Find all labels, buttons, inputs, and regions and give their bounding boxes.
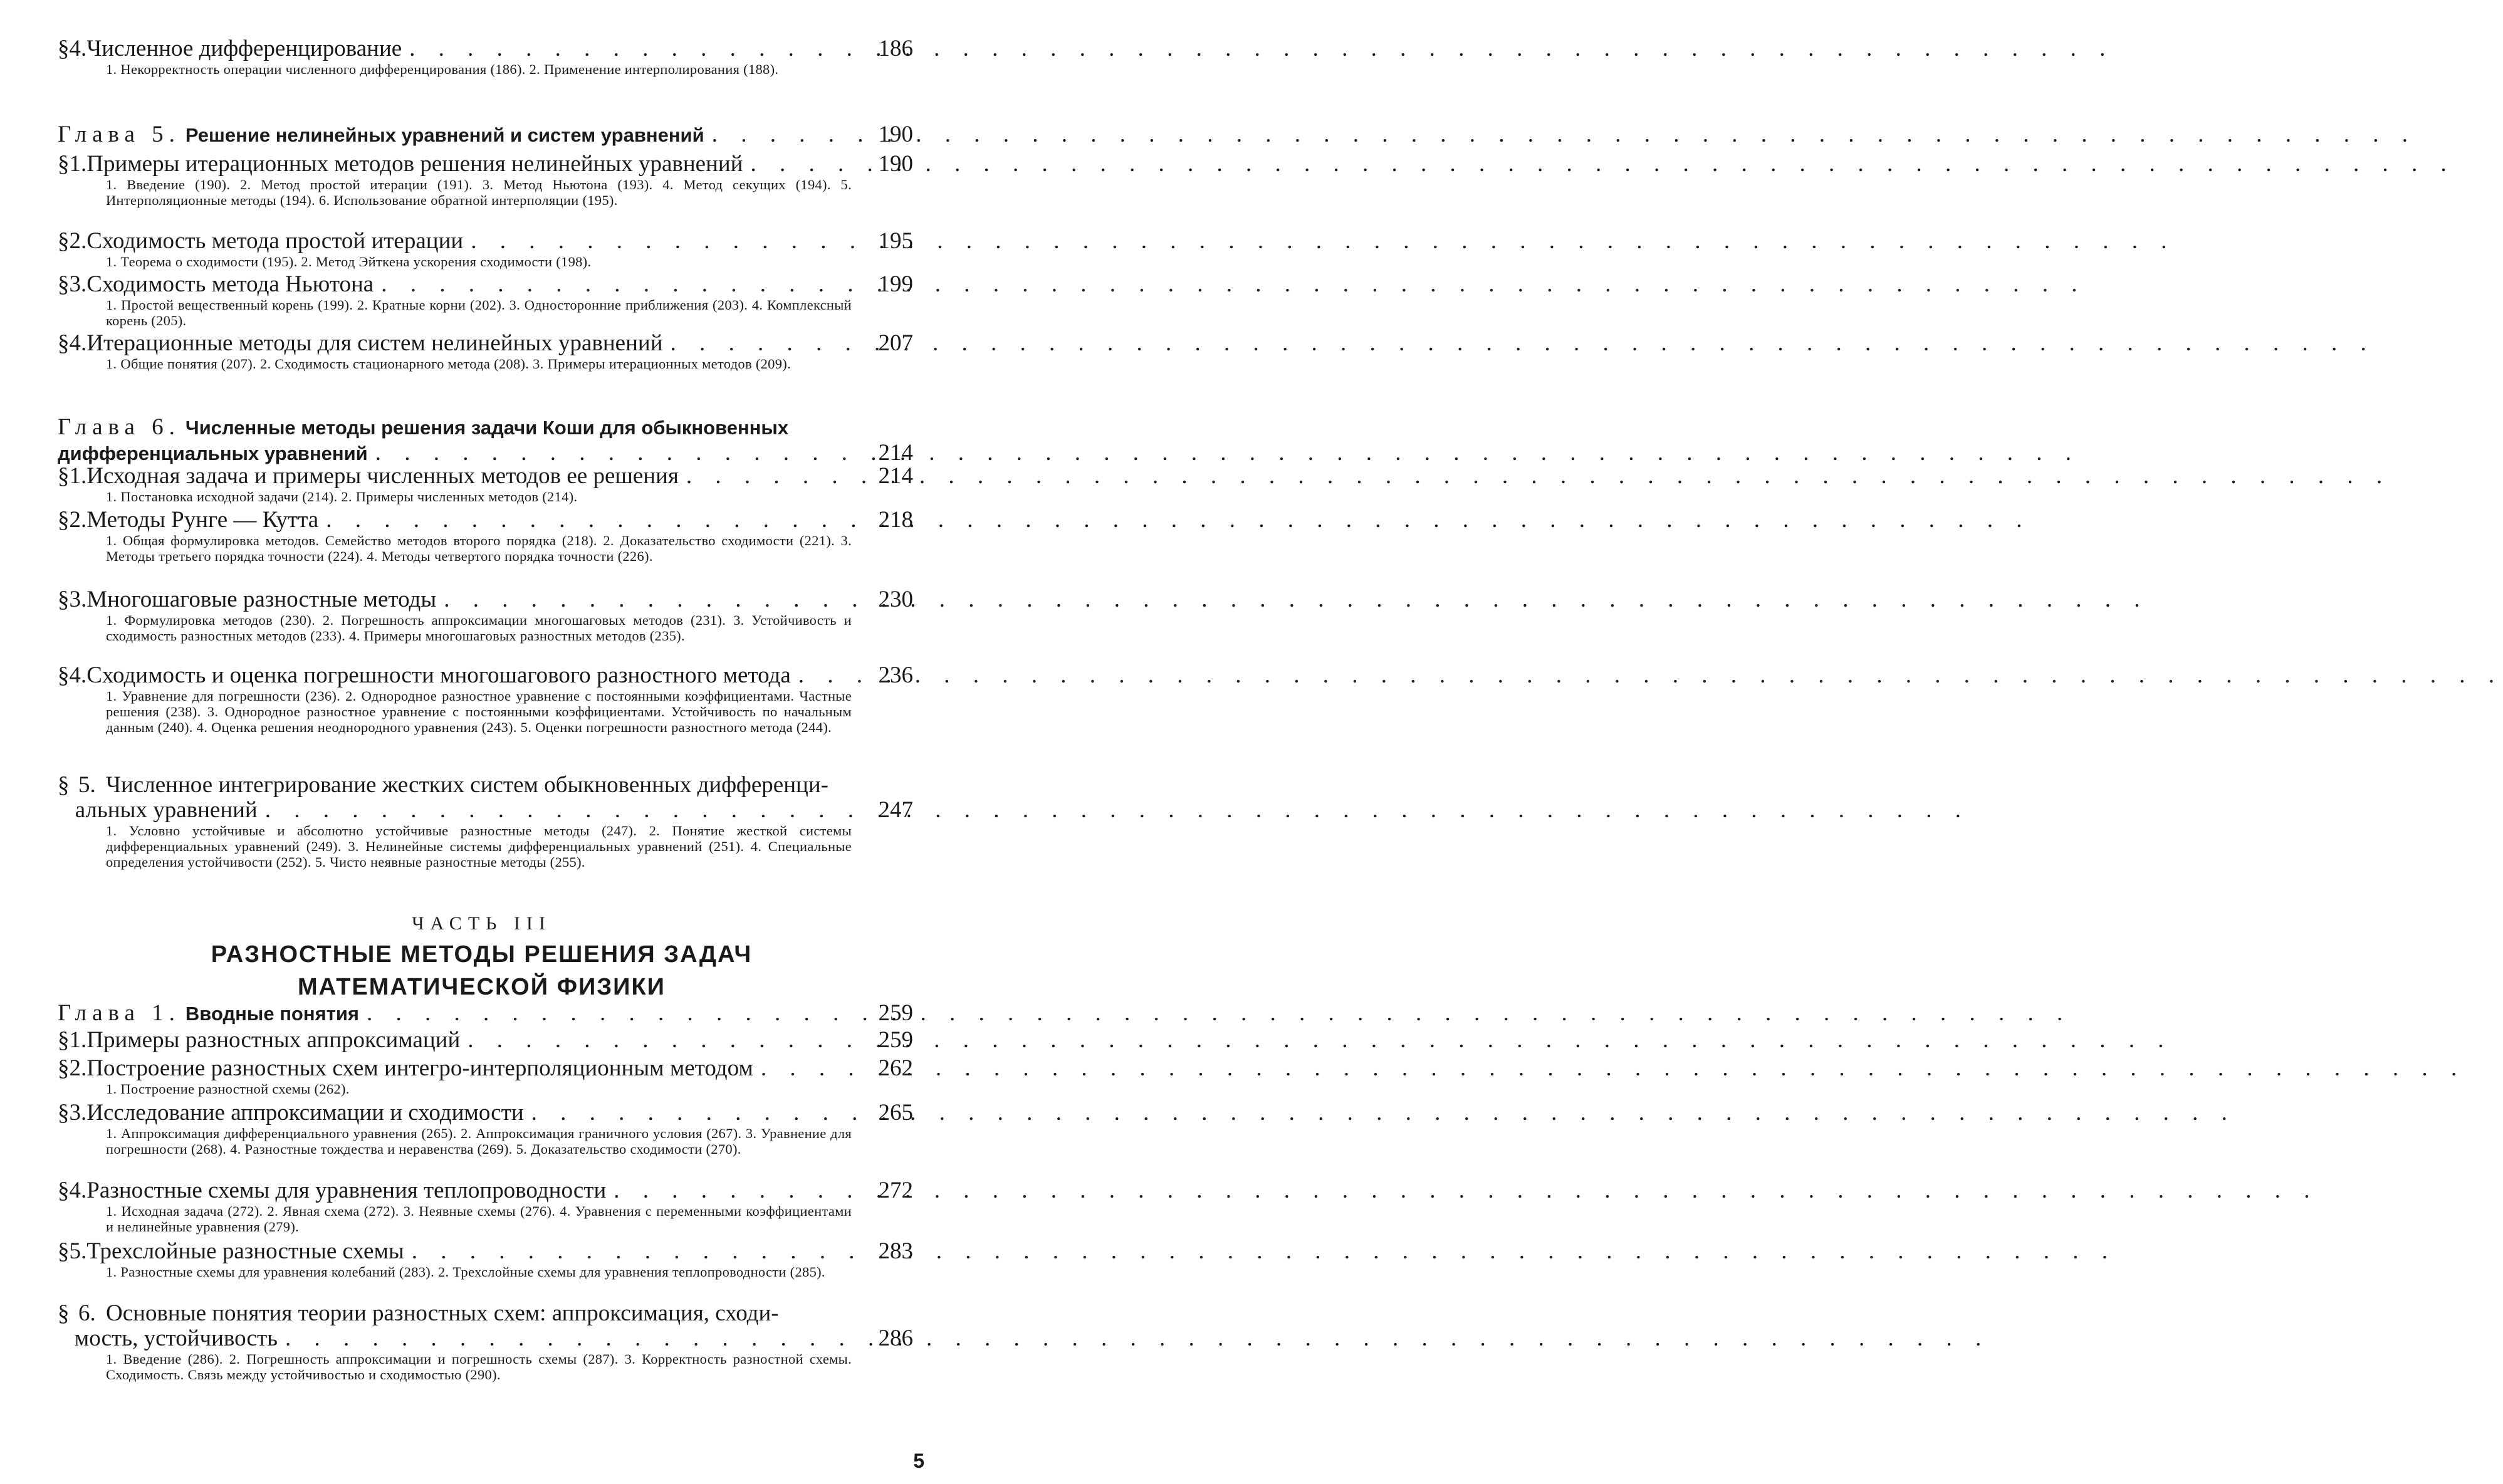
toc-entry: [58, 272, 913, 328]
toc-entry: [58, 229, 913, 269]
page-number: 214: [878, 440, 913, 466]
part-label: ЧАСТЬ III: [412, 913, 551, 934]
section-symbol: §: [58, 507, 70, 533]
section-symbol: §: [58, 463, 70, 489]
page-number: 207: [878, 330, 913, 356]
toc-entry: [58, 1178, 913, 1235]
section-title: Разностные схемы для уравнения теплопроводности: [86, 1178, 607, 1203]
section-number: 2.: [69, 228, 87, 254]
subsection-list: 1. Введение (286). 2. Погрешность аппроксимации и погрешность схемы (287). 3. Корректность разностной схемы. Сходимость. Связь между устойчивостью и сходимостью (290).: [106, 1351, 852, 1382]
leader-dots: [460, 1028, 878, 1053]
subsection-list: 1. Исходная задача (272). 2. Явная схема (272). 3. Неявные схемы (276). 4. Уравнения с переменными коэффициентами и нелинейные уравнения (279).: [106, 1203, 852, 1235]
section-symbol: §: [58, 271, 70, 297]
section-symbol: §: [58, 1300, 70, 1326]
section-number: 3.: [69, 271, 87, 297]
section-symbol: §: [58, 1238, 70, 1264]
section-symbol: §: [58, 151, 70, 177]
section-number: 4.: [69, 662, 87, 688]
page-number: 286: [878, 1325, 913, 1351]
section-title: Многошаговые разностные методы: [86, 587, 437, 612]
section-title: Трехслойные разностные схемы: [86, 1238, 404, 1264]
subsection-list: 1. Построение разностной схемы (262).: [106, 1081, 350, 1097]
toc-entry: [58, 1028, 913, 1053]
section-symbol: §: [58, 330, 70, 356]
section-number: 1.: [69, 1027, 87, 1053]
section-number: 4.: [69, 1178, 87, 1203]
leader-dots: [704, 122, 879, 147]
section-number: 6.: [78, 1300, 96, 1326]
leader-dots: [368, 441, 879, 466]
section-title: Сходимость и оценка погрешности многошагового разностного метода: [86, 662, 791, 688]
leader-dots: [753, 1056, 879, 1081]
page-number: 190: [878, 151, 913, 177]
toc-page: [0, 0, 963, 1484]
section-symbol: §: [58, 587, 70, 612]
section-symbol: §: [58, 1027, 70, 1053]
chapter-heading: [58, 122, 913, 148]
section-number: 1.: [69, 151, 87, 177]
page-number: 199: [878, 271, 913, 297]
section-number: 3.: [69, 587, 87, 612]
page-number: 186: [878, 36, 913, 61]
chapter-title: Решение нелинейных уравнений и систем уравнений: [185, 124, 704, 146]
leader-dots: [404, 1239, 879, 1264]
toc-entry: [58, 152, 913, 208]
section-title-continued: мость, устойчивость: [74, 1325, 278, 1351]
section-title: Основные понятия теории разностных схем: аппроксимация, сходи-: [106, 1300, 779, 1326]
page-number: 283: [878, 1238, 913, 1264]
toc-entry: [58, 773, 913, 870]
subsection-list: 1. Теорема о сходимости (195). 2. Метод Эйткена ускорения сходимости (198).: [106, 254, 592, 269]
leader-dots: [606, 1178, 878, 1203]
leader-dots: [663, 331, 879, 356]
toc-entry: [58, 587, 913, 644]
section-symbol: §: [58, 228, 70, 254]
toc-entry: [58, 1056, 913, 1097]
section-title: Численное дифференцирование: [86, 36, 402, 61]
leader-dots: [402, 36, 878, 61]
page-number: 272: [878, 1178, 913, 1203]
toc-entry: [58, 464, 913, 504]
section-title: Примеры разностных аппроксимаций: [86, 1027, 461, 1053]
page-number: 265: [878, 1100, 913, 1126]
leader-dots: [679, 464, 879, 489]
subsection-list: 1. Простой вещественный корень (199). 2. Кратные корни (202). 3. Односторонние приближения (203). 4. Комплексный корень (205).: [106, 297, 852, 328]
toc-entry: [58, 508, 913, 564]
subsection-list: 1. Введение (190). 2. Метод простой итерации (191). 3. Метод Ньютона (193). 4. Метод секущих (194). 5. Интерполяционные методы (194). 6. Использование обратной интерполяции (195).: [106, 177, 852, 208]
chapter-label: Глава 6.: [58, 414, 180, 440]
section-number: 3.: [69, 1100, 87, 1126]
section-title: Исследование аппроксимации и сходимости: [86, 1100, 524, 1126]
section-symbol: §: [58, 36, 70, 61]
leader-dots: [791, 663, 879, 688]
leader-dots: [359, 1001, 879, 1026]
toc-entry: [58, 36, 913, 77]
leader-dots: [374, 272, 878, 297]
section-symbol: §: [58, 772, 70, 798]
subsection-list: 1. Общие понятия (207). 2. Сходимость стационарного метода (208). 3. Примеры итерационных методов (209).: [106, 356, 791, 372]
section-title: Итерационные методы для систем нелинейных уравнений: [86, 330, 663, 356]
section-number: 2.: [69, 1055, 87, 1081]
section-symbol: §: [58, 1055, 70, 1081]
page-number: 236: [878, 662, 913, 688]
section-symbol: §: [58, 1178, 70, 1203]
leader-dots: [318, 508, 878, 533]
section-symbol: §: [58, 662, 70, 688]
section-title: Численное интегрирование жестких систем обыкновенных дифференци-: [106, 772, 828, 798]
page-number: 247: [878, 797, 913, 823]
subsection-list: 1. Формулировка методов (230). 2. Погрешность аппроксимации многошаговых методов (231). 3. Устойчивость и сходимость разностных методов (233). 4. Примеры многошаговых разностных методов (235).: [106, 612, 852, 644]
section-title: Примеры итерационных методов решения нелинейных уравнений: [86, 151, 743, 177]
page-number: 218: [878, 507, 913, 533]
page-number: 262: [878, 1055, 913, 1081]
section-title: Построение разностных схем интегро-интерполяционным методом: [86, 1055, 753, 1081]
section-number: 4.: [69, 330, 87, 356]
chapter-heading: [58, 415, 913, 466]
subsection-list: 1. Уравнение для погрешности (236). 2. Однородное разностное уравнение с постоянными коэффициентами. Частные решения (238). 3. Однородное разностное уравнение с постоянными коэффициентами. Устойчивость по начальным данным (240). 4. Оценка решения неоднородного уравнения (243). 5. Оценки погрешности разностного метода (244).: [106, 688, 852, 735]
page-number: 259: [878, 1000, 913, 1026]
part-title: РАЗНОСТНЫЕ МЕТОДЫ РЕШЕНИЯ ЗАДАЧ: [211, 941, 753, 968]
chapter-label: Глава 1.: [58, 1000, 180, 1026]
page-number: 230: [878, 587, 913, 612]
page-number: 195: [878, 228, 913, 254]
toc-entry: [58, 1239, 913, 1280]
page-number: 259: [878, 1027, 913, 1053]
chapter-label: Глава 5.: [58, 122, 180, 147]
leader-dots: [743, 152, 879, 177]
leader-dots: [258, 798, 879, 823]
section-title: Исходная задача и примеры численных методов ее решения: [86, 463, 679, 489]
subsection-list: 1. Постановка исходной задачи (214). 2. Примеры численных методов (214).: [106, 489, 578, 504]
part-title-continued: МАТЕМАТИЧЕСКОЙ ФИЗИКИ: [298, 974, 666, 1000]
chapter-title-continued: дифференциальных уравнений: [58, 442, 368, 464]
chapter-title: Вводные понятия: [185, 1003, 359, 1025]
section-title-continued: альных уравнений: [75, 797, 258, 823]
toc-entry: [58, 1301, 913, 1382]
section-number: 1.: [69, 463, 87, 489]
toc-entry: [58, 1100, 913, 1157]
leader-dots: [524, 1100, 879, 1126]
chapter-title: Численные методы решения задачи Коши для обыкновенных: [185, 417, 789, 439]
section-title: Методы Рунге — Кутта: [86, 507, 319, 533]
subsection-list: 1. Разностные схемы для уравнения колебаний (283). 2. Трехслойные схемы для уравнения теплопроводности (285).: [106, 1264, 825, 1280]
section-number: 5.: [78, 772, 96, 798]
subsection-list: 1. Некорректность операции численного дифференцирования (186). 2. Применение интерполирования (188).: [106, 61, 779, 77]
section-title: Сходимость метода простой итерации: [86, 228, 464, 254]
section-number: 4.: [69, 36, 87, 61]
section-title: Сходимость метода Ньютона: [86, 271, 374, 297]
page-folio: 5: [913, 1450, 924, 1472]
leader-dots: [278, 1326, 878, 1351]
page-number: 190: [878, 122, 913, 147]
section-symbol: §: [58, 1100, 70, 1126]
leader-dots: [463, 229, 878, 254]
section-number: 5.: [69, 1238, 87, 1264]
page-number: 214: [878, 463, 913, 489]
toc-entry: [58, 331, 913, 372]
subsection-list: 1. Условно устойчивые и абсолютно устойчивые разностные методы (247). 2. Понятие жесткой системы дифференциальных уравнений (249). 3. Нелинейные системы дифференциальных уравнений (251). 4. Специальные определения устойчивости (252). 5. Чисто неявные разностные методы (255).: [106, 823, 852, 870]
subsection-list: 1. Общая формулировка методов. Семейство методов второго порядка (218). 2. Доказательство сходимости (221). 3. Методы третьего порядка точности (224). 4. Методы четвертого порядка точности (226).: [106, 533, 852, 564]
subsection-list: 1. Аппроксимация дифференциального уравнения (265). 2. Аппроксимация граничного условия (267). 3. Уравнение для погрешности (268). 4. Разностные тождества и неравенства (269). 5. Доказательство сходимости (270).: [106, 1126, 852, 1157]
leader-dots: [436, 587, 878, 612]
toc-entry: [58, 663, 913, 735]
section-number: 2.: [69, 507, 87, 533]
chapter-heading: [58, 1001, 913, 1027]
